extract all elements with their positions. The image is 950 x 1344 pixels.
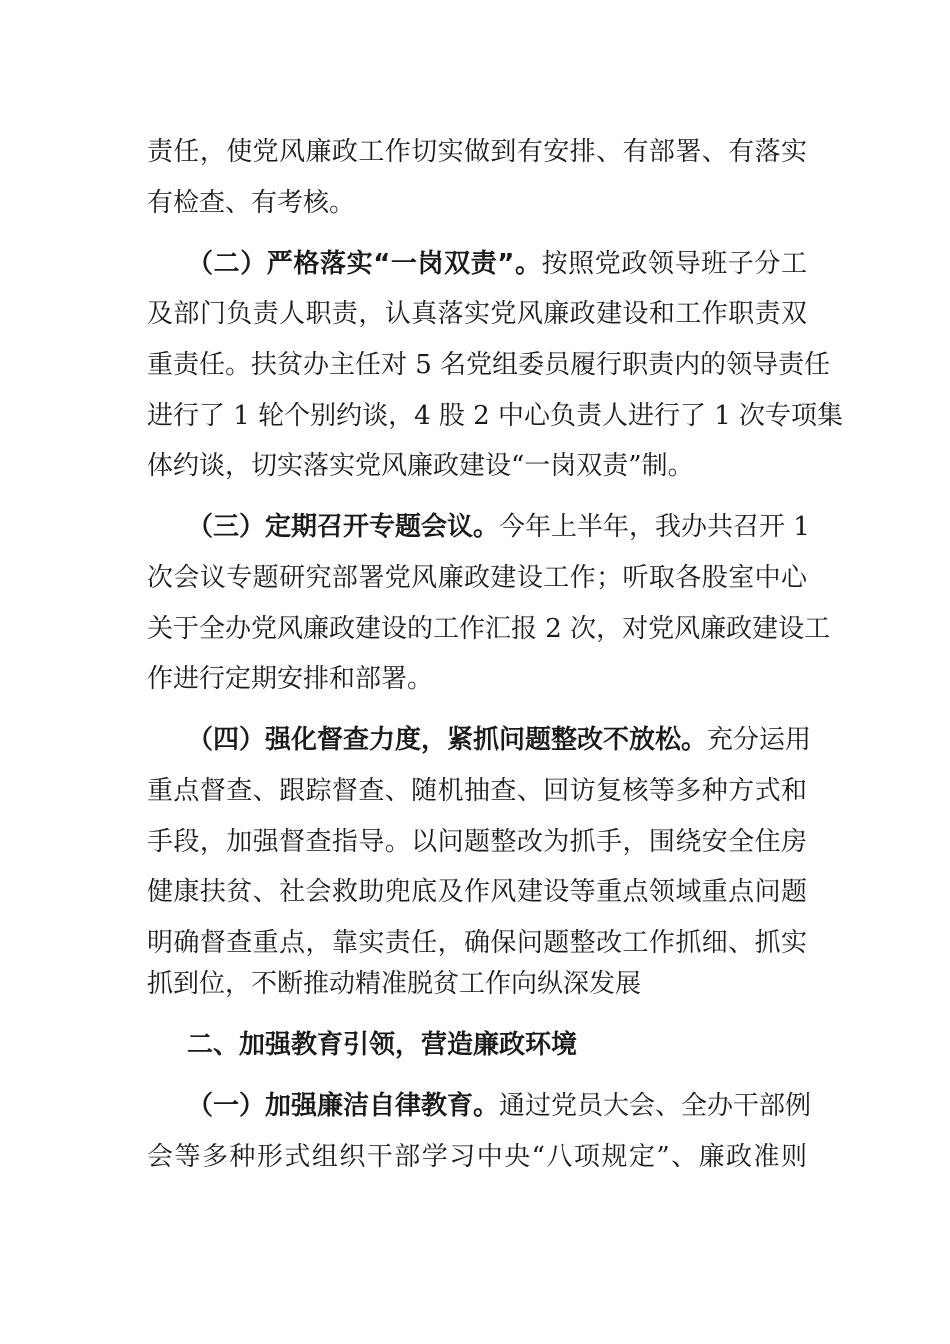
- paragraph-4-line-1: [187, 723, 812, 757]
- paragraph-2-line-2: 及部门负责人职责，认真落实党风廉政建设和工作职责双: [147, 299, 807, 329]
- paragraph-3-line-1: [187, 510, 810, 544]
- paragraph-3-line-4: 作进行定期安排和部署。: [147, 664, 434, 694]
- paragraph-4-line-4: 健康扶贫、社会救助兜底及作风建设等重点领域重点问题: [147, 877, 807, 907]
- paragraph-2-line-4: 进行了 1 轮个别约谈，4 股 2 中心负责人进行了 1 次专项集: [147, 401, 844, 431]
- paragraph-3-text: 今年上半年，我办共召开 1: [499, 512, 810, 542]
- section-heading-2: 二、加强教育引领，营造廉政环境: [187, 1030, 578, 1060]
- paragraph-1-line-2: 有检查、有考核。: [147, 188, 356, 218]
- paragraph-4-line-3: 手段，加强督查指导。以问题整改为抓手，围绕安全住房: [147, 827, 807, 857]
- paragraph-6-line-2: 会等多种形式组织干部学习中央“八项规定”、廉政准则: [147, 1142, 807, 1172]
- heading-4: （四）强化督查力度，紧抓问题整改不放松。: [187, 725, 708, 755]
- paragraph-2-text: 按照党政领导班子分工: [541, 249, 807, 279]
- paragraph-2-line-3: 重责任。扶贫办主任对 5 名党组委员履行职责内的领导责任: [147, 350, 831, 380]
- paragraph-6-line-1: [187, 1089, 812, 1123]
- paragraph-4-line-5: 明确督查重点，靠实责任，确保问题整改工作抓细、抓实: [147, 928, 807, 958]
- paragraph-3-line-3: 关于全办党风廉政建设的工作汇报 2 次，对党风廉政建设工: [147, 614, 831, 644]
- heading-3: （三）定期召开专题会议。: [187, 512, 500, 542]
- paragraph-6-text: 通过党员大会、全办干部例: [499, 1091, 812, 1121]
- paragraph-1-line-1: 责任，使党风廉政工作切实做到有安排、有部署、有落实: [147, 137, 807, 167]
- paragraph-2-line-1: [187, 247, 807, 281]
- paragraph-4-line-2: 重点督查、跟踪督查、随机抽查、回访复核等多种方式和: [147, 776, 807, 806]
- paragraph-3-line-2: 次会议专题研究部署党风廉政建设工作；听取各股室中心: [147, 563, 807, 593]
- paragraph-2-line-5: 体约谈，切实落实党风廉政建设“一岗双责”制。: [147, 451, 694, 481]
- heading-6: （一）加强廉洁自律教育。: [187, 1091, 500, 1121]
- heading-2: （二）严格落实“一岗双责”。: [187, 249, 542, 279]
- paragraph-4-text: 充分运用: [707, 725, 812, 755]
- paragraph-4-line-6: 抓到位，不断推动精准脱贫工作向纵深发展: [147, 969, 642, 999]
